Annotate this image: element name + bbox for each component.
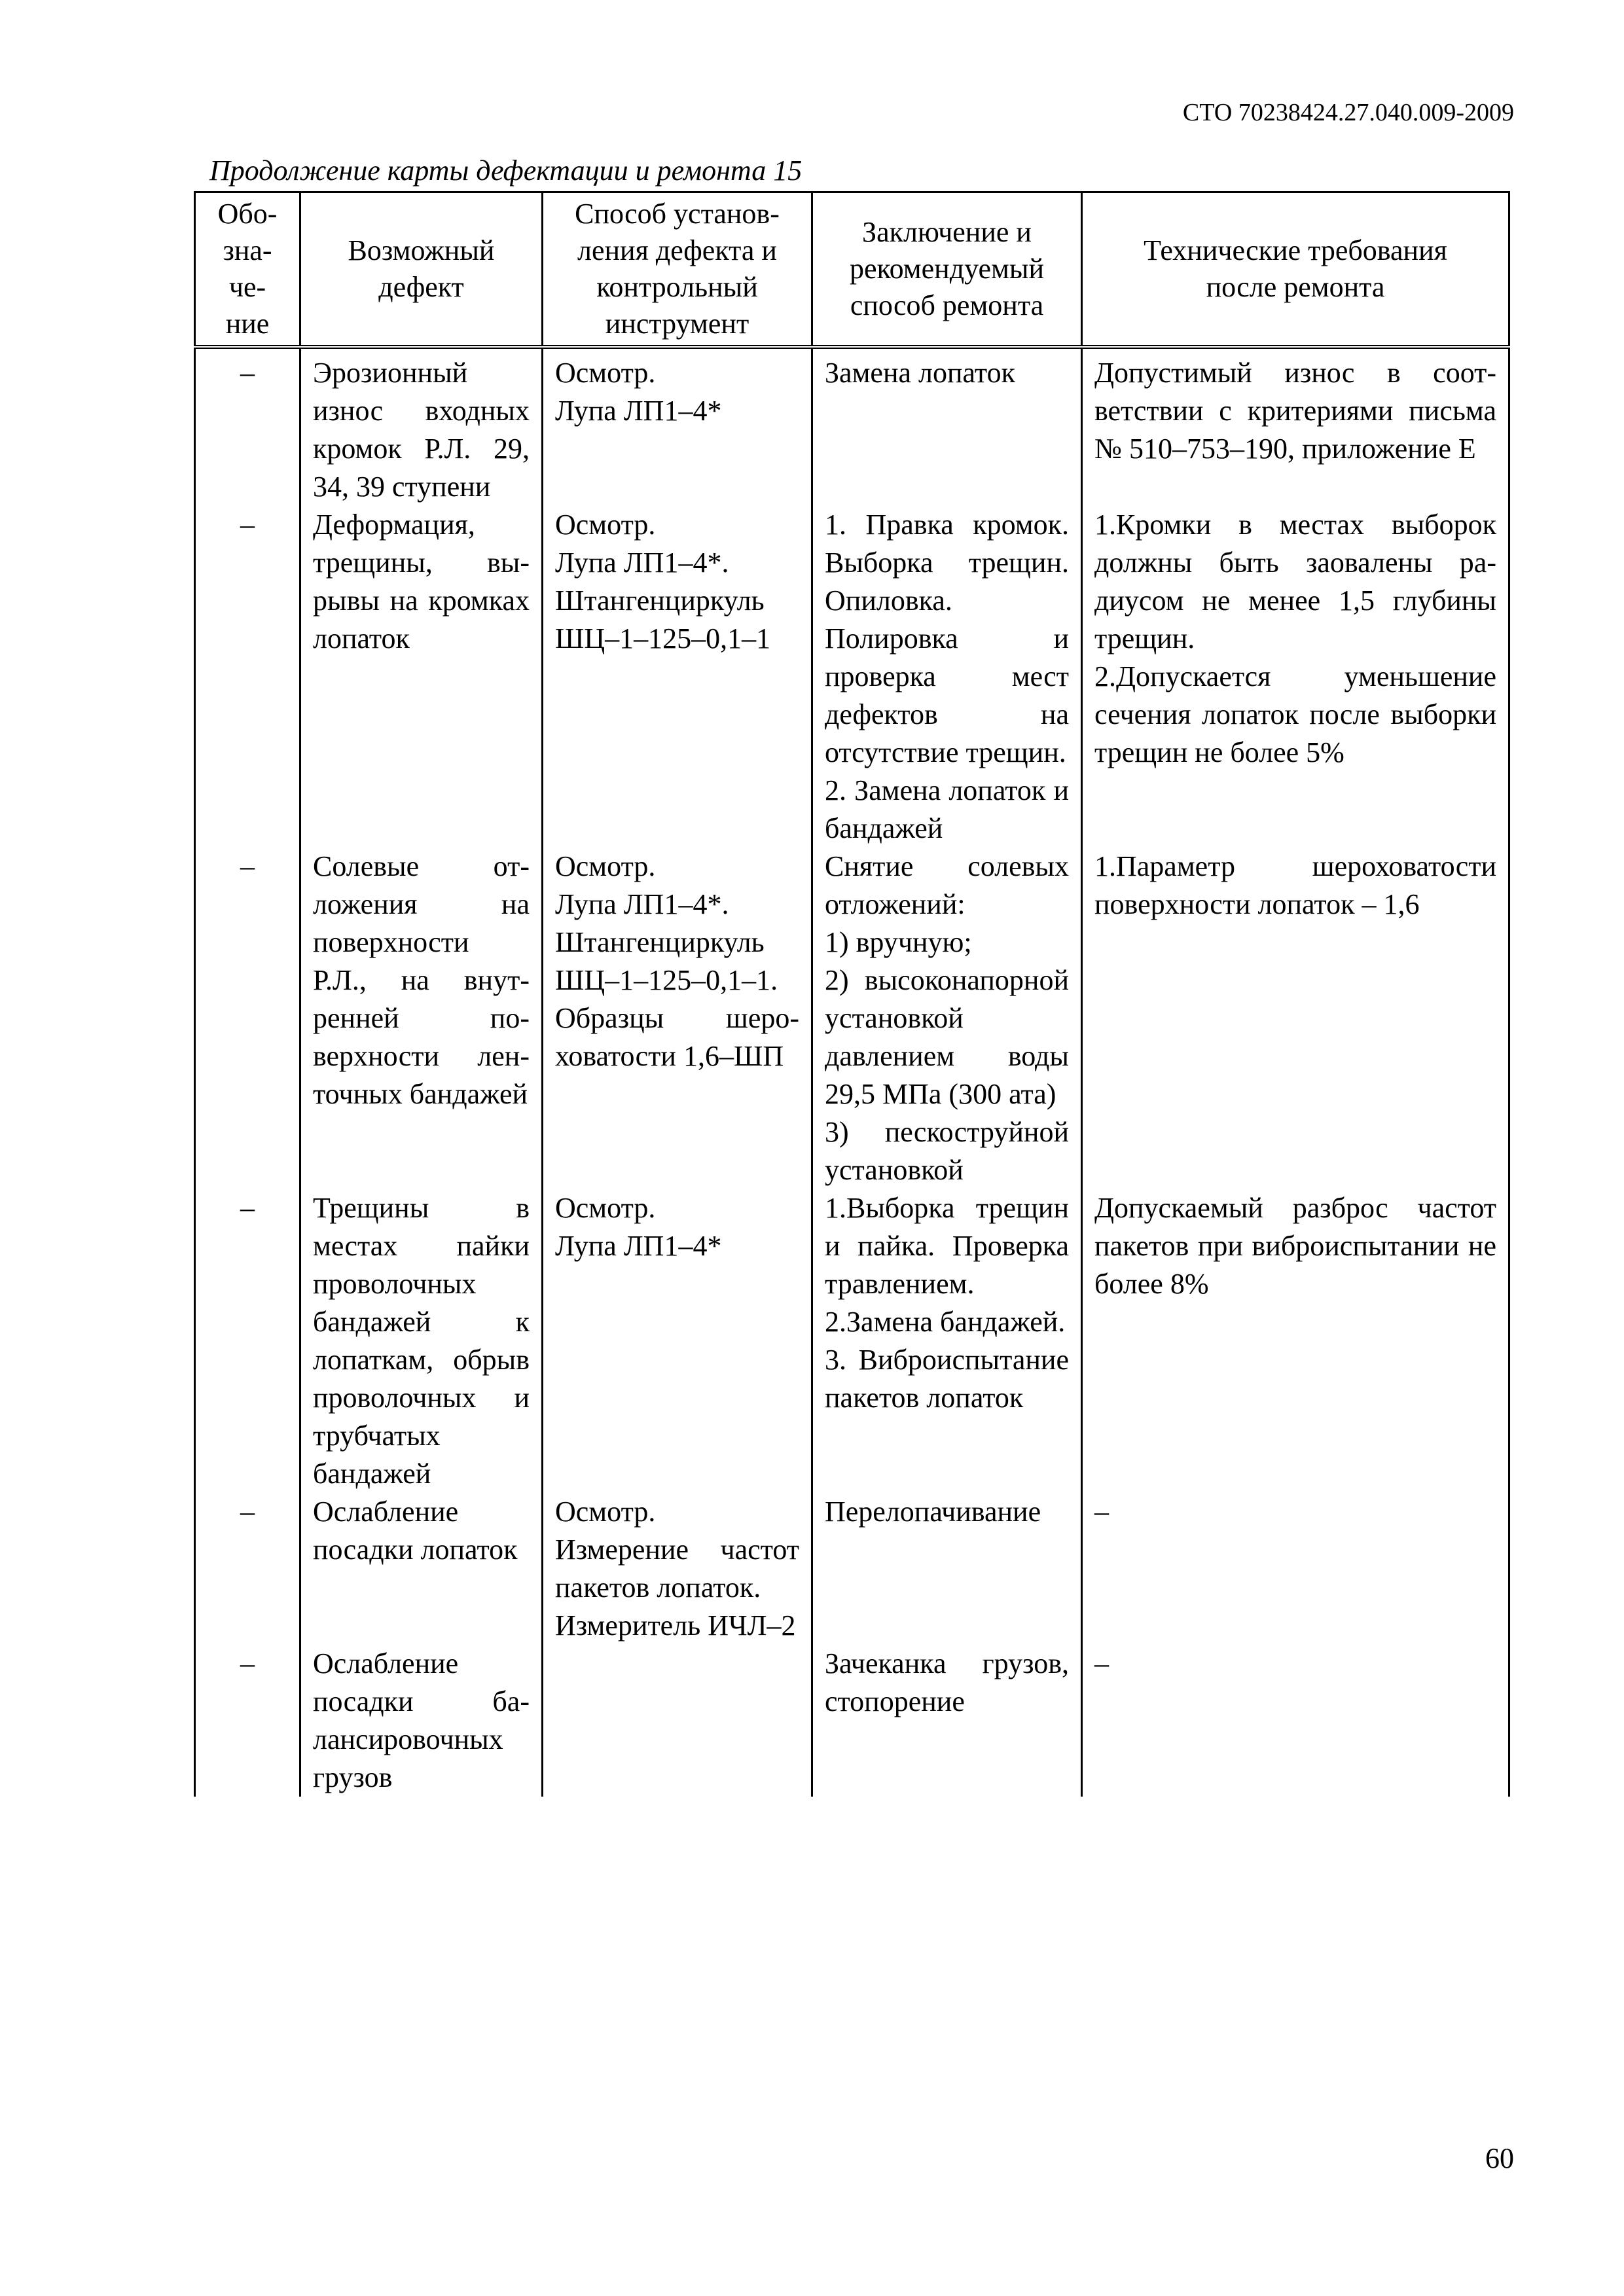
table-body [195,347,1509,1797]
table-row [195,848,1509,1189]
row-conclusion: Замена лопаток [812,347,1082,506]
row-defect: Эрозионный износ входных кромок Р.Л. 29, 34, 39 ступени [300,347,543,506]
defect-repair-table [194,191,1508,1797]
row-requirements: – [1082,1645,1509,1797]
row-conclusion: Зачеканка грузов, стопорение [812,1645,1082,1797]
row-defect: Деформация, трещины, вырывы на кромках лопаток [300,506,543,848]
table-row [195,347,1509,506]
header-designation: Обо- зна- че- ние [195,192,300,348]
row-defect: Ослабление посадки балансировочных грузов [300,1645,543,1797]
row-designation: – [195,848,300,1189]
table-header-row [195,192,1509,348]
row-conclusion: Снятие солевых отложений: 1) вручную; 2) высоконапорной установкой давлением воды 29,5 МПа (300 ата) 3) пескоструйной установкой [812,848,1082,1189]
row-defect: Ослабление посадки лопаток [300,1493,543,1645]
header-method: Способ установ- ления дефекта и контрольный инструмент [543,192,812,348]
table-row [195,1645,1509,1797]
page-number: 60 [1485,2142,1514,2174]
row-designation: – [195,1493,300,1645]
header-defect: Возможный дефект [300,192,543,348]
row-method: Осмотр. Лупа ЛП1–4* [543,1189,812,1493]
row-requirements: – [1082,1493,1509,1645]
row-defect: Солевые отложения на поверхности Р.Л., на внутренней поверхности ленточных бандажей [300,848,543,1189]
table-row [195,1189,1509,1493]
row-requirements: Допускаемый разброс частот пакетов при виброиспытании не более 8% [1082,1189,1509,1493]
row-conclusion: 1. Правка кромок. Выборка трещин. Опиловка. Полировка и проверка мест дефектов на отсутствие трещин. 2. Замена лопаток и бандажей [812,506,1082,848]
row-designation: – [195,1645,300,1797]
header-requirements: Технические требования после ремонта [1082,192,1509,348]
row-designation: – [195,1189,300,1493]
row-designation: – [195,506,300,848]
row-requirements: 1.Кромки в местах выборок должны быть заовалены радиусом не менее 1,5 глубины трещин. 2.Допускается уменьшение сечения лопаток после выборки трещин не более 5% [1082,506,1509,848]
row-method: Осмотр. Лупа ЛП1–4* [543,347,812,506]
row-method: Осмотр. Измерение частот пакетов лопаток. Измеритель ИЧЛ–2 [543,1493,812,1645]
header-conclusion: Заключение и рекомендуемый способ ремонта [812,192,1082,348]
document-code: СТО 70238424.27.040.009-2009 [1182,99,1514,126]
row-requirements: 1.Параметр шероховатости поверхности лопаток – 1,6 [1082,848,1509,1189]
row-defect: Трещины в местах пайки проволочных бандажей к лопаткам, обрыв проволочных и трубчатых бандажей [300,1189,543,1493]
row-designation: – [195,347,300,506]
row-method: Осмотр. Лупа ЛП1–4*. Штангенциркуль ШЦ–1–125–0,1–1 [543,506,812,848]
row-method [543,1645,812,1797]
row-conclusion: Перелопачивание [812,1493,1082,1645]
row-method: Осмотр. Лупа ЛП1–4*. Штангенциркуль ШЦ–1–125–0,1–1. Образцы шероховатости 1,6–ШП [543,848,812,1189]
table-row [195,506,1509,848]
row-requirements: Допустимый износ в соответствии с критериями письма № 510–753–190, приложение Е [1082,347,1509,506]
row-conclusion: 1.Выборка трещин и пайка. Проверка травлением. 2.Замена бандажей. 3. Виброиспытание пакетов лопаток [812,1189,1082,1493]
table-row [195,1493,1509,1645]
table-caption: Продолжение карты дефектации и ремонта 15 [209,154,803,187]
